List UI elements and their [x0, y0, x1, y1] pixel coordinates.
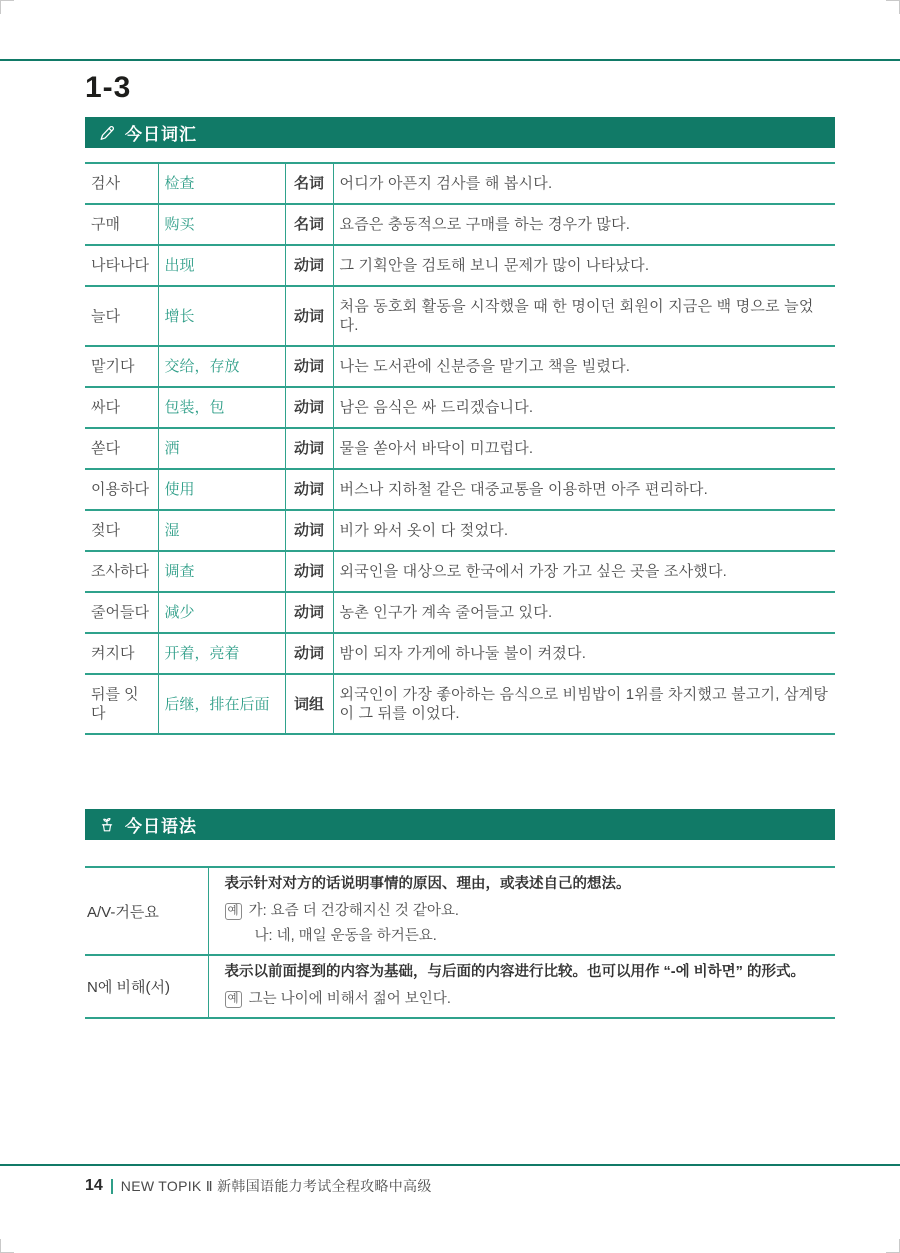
vocab-row: [85, 387, 835, 428]
vocab-row: [85, 245, 835, 286]
grammar-pattern-cell: N에 비해(서): [85, 955, 208, 1018]
example-sentence-cell: 외국인이 가장 좋아하는 음식으로 비빔밥이 1위를 차지했고 불고기, 삼계탕이 그 뒤를 이었다.: [333, 674, 835, 734]
page-corner-mark: [886, 1239, 900, 1253]
vocab-row: [85, 674, 835, 734]
vocab-row: [85, 592, 835, 633]
example-sentence-cell: 밤이 되자 가게에 하나둘 불이 켜졌다.: [333, 633, 835, 674]
chinese-translation-cell: 购买: [158, 204, 285, 245]
grammar-section-header: [85, 809, 835, 840]
footer-rule: [0, 1164, 900, 1166]
pos-cell: 动词: [285, 551, 333, 592]
grammar-content-cell: [208, 867, 835, 955]
pos-cell: 动词: [285, 510, 333, 551]
pos-cell: 动词: [285, 469, 333, 510]
vocab-row: [85, 163, 835, 204]
vocab-row: [85, 346, 835, 387]
page-footer: [85, 1176, 432, 1196]
chinese-translation-cell: 出现: [158, 245, 285, 286]
page-corner-mark: [886, 0, 900, 14]
example-badge: 예: [225, 903, 242, 920]
example-sentence-cell: 나는 도서관에 신분증을 맡기고 책을 빌렸다.: [333, 346, 835, 387]
korean-word-cell: 검사: [85, 163, 158, 204]
grammar-example-line: [225, 924, 826, 949]
vocab-row: [85, 428, 835, 469]
chinese-translation-cell: 开着，亮着: [158, 633, 285, 674]
korean-word-cell: 맡기다: [85, 346, 158, 387]
page-number: 14: [85, 1177, 103, 1194]
grammar-row: [85, 867, 835, 955]
unit-heading: 1-3: [85, 71, 132, 104]
korean-word-cell: 뒤를 잇다: [85, 674, 158, 734]
example-sentence-cell: 비가 와서 옷이 다 젖었다.: [333, 510, 835, 551]
pos-cell: 词组: [285, 674, 333, 734]
page-content: [85, 0, 835, 1019]
vocab-row: [85, 551, 835, 592]
example-sentence-cell: 그 기획안을 검토해 보니 문제가 많이 나타났다.: [333, 245, 835, 286]
pos-cell: 动词: [285, 387, 333, 428]
pencil-icon: [98, 124, 116, 142]
book-title: NEW TOPIK Ⅱ 新韩国语能力考试全程攻略中高级: [120, 1178, 432, 1194]
chinese-translation-cell: 调查: [158, 551, 285, 592]
grammar-example-line: [225, 987, 826, 1012]
chinese-translation-cell: 检查: [158, 163, 285, 204]
grammar-description: 表示以前面提到的内容为基础，与后面的内容进行比较。也可以用作 “-에 비하면” 的形式。: [224, 964, 805, 980]
example-sentence-cell: 어디가 아픈지 검사를 해 봅시다.: [333, 163, 835, 204]
chinese-translation-cell: 减少: [158, 592, 285, 633]
pos-cell: 动词: [285, 428, 333, 469]
chinese-translation-cell: 交给，存放: [158, 346, 285, 387]
example-sentence-cell: 버스나 지하철 같은 대중교통을 이용하면 아주 편리하다.: [333, 469, 835, 510]
example-sentence-cell: 외국인을 대상으로 한국에서 가장 가고 싶은 곳을 조사했다.: [333, 551, 835, 592]
section-spacer: [85, 735, 835, 798]
vocab-table: [85, 162, 835, 735]
example-sentence-cell: 농촌 인구가 계속 줄어들고 있다.: [333, 592, 835, 633]
korean-word-cell: 조사하다: [85, 551, 158, 592]
chinese-translation-cell: 洒: [158, 428, 285, 469]
example-sentence-cell: 처음 동호회 활동을 시작했을 때 한 명이던 회원이 지금은 백 명으로 늘었다.: [333, 286, 835, 346]
chinese-translation-cell: 增长: [158, 286, 285, 346]
grammar-example-text: 나: 네, 매일 운동을 하거든요.: [254, 928, 437, 944]
pos-cell: 名词: [285, 163, 333, 204]
korean-word-cell: 쏟다: [85, 428, 158, 469]
grammar-example-line: [225, 899, 826, 924]
grammar-example-text: 가: 요즘 더 건강해지신 것 같아요.: [248, 903, 459, 919]
chinese-translation-cell: 使用: [158, 469, 285, 510]
korean-word-cell: 켜지다: [85, 633, 158, 674]
korean-word-cell: 늘다: [85, 286, 158, 346]
vocab-row: [85, 633, 835, 674]
chinese-translation-cell: 包装，包: [158, 387, 285, 428]
example-badge: 예: [225, 991, 242, 1008]
grammar-content-cell: [208, 955, 835, 1018]
korean-word-cell: 줄어들다: [85, 592, 158, 633]
chinese-translation-cell: 后继，排在后面: [158, 674, 285, 734]
chinese-translation-cell: 湿: [158, 510, 285, 551]
vocab-row: [85, 204, 835, 245]
page-corner-mark: [0, 0, 14, 14]
plant-icon: [98, 816, 116, 834]
grammar-example-text: 그는 나이에 비해서 젊어 보인다.: [248, 991, 451, 1007]
grammar-table: [85, 866, 835, 1019]
page-corner-mark: [0, 1239, 14, 1253]
korean-word-cell: 구매: [85, 204, 158, 245]
vocab-section-title: 今日词汇: [125, 125, 197, 144]
pos-cell: 动词: [285, 633, 333, 674]
example-sentence-cell: 요즘은 충동적으로 구매를 하는 경우가 많다.: [333, 204, 835, 245]
grammar-section-title: 今日语法: [125, 817, 197, 836]
pos-cell: 名词: [285, 204, 333, 245]
korean-word-cell: 젖다: [85, 510, 158, 551]
vocab-row: [85, 286, 835, 346]
grammar-row: [85, 955, 835, 1018]
pos-cell: 动词: [285, 592, 333, 633]
vocab-section-header: [85, 117, 835, 148]
korean-word-cell: 싸다: [85, 387, 158, 428]
vocab-row: [85, 510, 835, 551]
example-sentence-cell: 남은 음식은 싸 드리겠습니다.: [333, 387, 835, 428]
footer-divider: [111, 1179, 113, 1194]
pos-cell: 动词: [285, 245, 333, 286]
korean-word-cell: 이용하다: [85, 469, 158, 510]
pos-cell: 动词: [285, 346, 333, 387]
grammar-description: 表示针对对方的话说明事情的原因、理由，或表述自己的想法。: [224, 876, 631, 892]
vocab-row: [85, 469, 835, 510]
pos-cell: 动词: [285, 286, 333, 346]
grammar-pattern-cell: A/V-거든요: [85, 867, 208, 955]
korean-word-cell: 나타나다: [85, 245, 158, 286]
example-sentence-cell: 물을 쏟아서 바닥이 미끄럽다.: [333, 428, 835, 469]
